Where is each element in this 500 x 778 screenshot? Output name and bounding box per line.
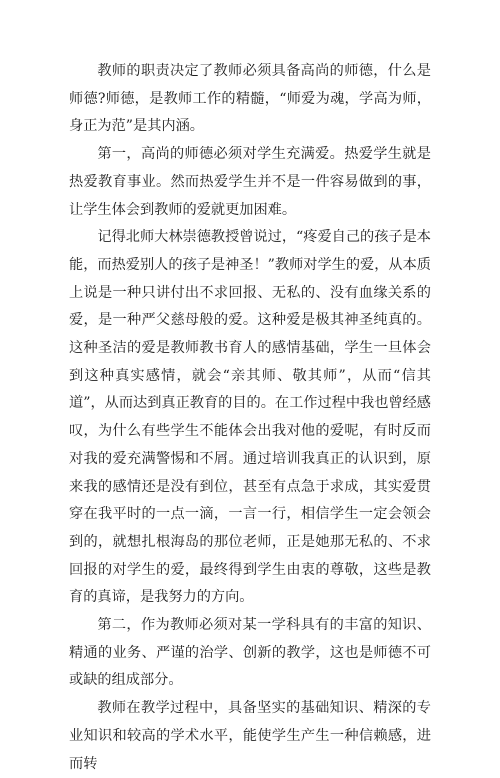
paragraph-second-point: 第二，作为教师必须对某一学科具有的丰富的知识、精通的业务、严谨的治学、创新的教学，这也是师德不可或缺的组成部分。 <box>69 617 431 689</box>
paragraph-teaching-process: 教师在教学过程中，具备坚实的基础知识、精深的专业知识和较高的学术水平，能使学生产生一种信赖感，进而转 <box>69 700 431 772</box>
paragraph-first-point: 第一，高尚的师德必须对学生充满爱。热爱学生就是热爱教育事业。然而热爱学生并不是一件容易做到的事，让学生体会到教师的爱就更加困难。 <box>69 146 431 218</box>
document-body <box>69 58 431 778</box>
paragraph-love-of-students: 记得北师大林崇德教授曾说过，“疼爱自己的孩子是本能，而热爱别人的孩子是神圣！”教师对学生的爱，从本质上说是一种只讲付出不求回报、无私的、没有血缘关系的爱，是一种严父慈母般的爱。这种爱是极其神圣纯真的。这种圣洁的爱是教师教书育人的感情基础，学生一旦体会到这种真实感情，就会“亲其师、敬其师”，从而“信其道”，从而达到真正教育的目的。在工作过程中我也曾经感叹，为什么有些学生不能体会出我对他的爱呢，有时反而对我的爱充满警惕和不屑。通过培训我真正的认识到，原来我的感情还是没有到位，甚至有点急于求成，其实爱贯穿在我平时的一点一滴，一言一行，相信学生一定会领会到的，就想扎根海岛的那位老师，正是她那无私的、不求回报的对学生的爱，最终得到学生由衷的尊敬，这些是教育的真谛，是我努力的方向。 <box>69 229 431 606</box>
paragraph-intro: 教师的职责决定了教师必须具备高尚的师德，什么是师德?师德，是教师工作的精髓，“师爱为魂，学高为师，身正为范”是其内涵。 <box>69 63 431 135</box>
